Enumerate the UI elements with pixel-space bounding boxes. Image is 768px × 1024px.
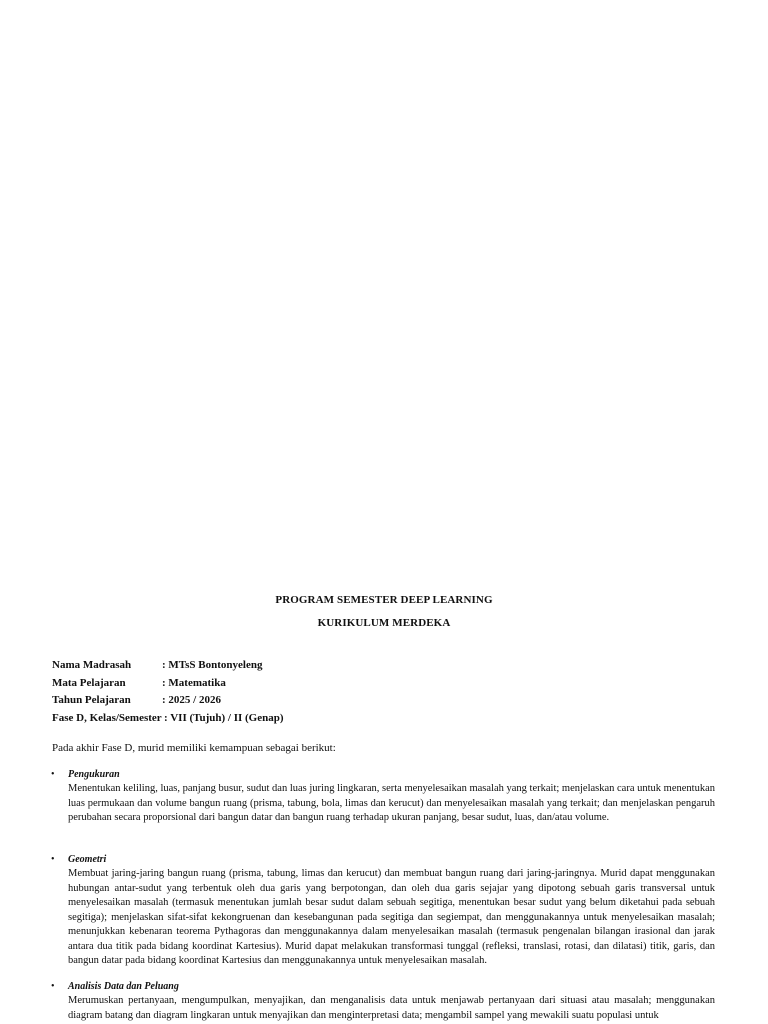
info-value: : Matematika — [162, 676, 226, 689]
section-body: Menentukan keliling, luas, panjang busur, sudut dan luas juring lingkaran, serta menyelesaikan masalah yang terkait; menjelaskan cara untuk menentukan luas permukaan dan volume bangun ruang (prisma, tabung, bola, limas dan kerucut) dan menyelesaikan masalah yang terkait; dan menjelaskan pengaruh perubahan secara proporsional dari bangun datar dan bangun ruang terhadap ukuran panjang, besar sudut, luas, dan/atau volume. — [68, 783, 715, 823]
bullet-icon: • — [51, 981, 55, 992]
document-title: PROGRAM SEMESTER DEEP LEARNING — [275, 594, 493, 606]
section-heading: Geometri — [68, 854, 107, 865]
section-analisis-data — [51, 980, 715, 1023]
document-subtitle: KURIKULUM MERDEKA — [317, 617, 451, 629]
section-pengukuran — [51, 768, 715, 826]
info-value: : 2025 / 2026 — [162, 694, 221, 706]
intro-paragraph: Pada akhir Fase D, murid memiliki kemampuan sebagai berikut: — [52, 742, 336, 754]
section-heading: Pengukuran — [68, 769, 120, 780]
info-label: Nama Madrasah — [52, 659, 132, 671]
info-value: : MTsS Bontonyeleng — [162, 659, 263, 671]
info-label: Tahun Pelajaran — [52, 694, 131, 706]
bullet-icon: • — [51, 854, 55, 865]
section-geometri — [51, 853, 715, 969]
info-label: Mata Pelajaran — [52, 676, 126, 689]
section-heading: Analisis Data dan Peluang — [68, 981, 179, 992]
info-label: Fase D, Kelas/Semester — [52, 711, 162, 724]
bullet-icon: • — [51, 769, 55, 780]
section-body: Membuat jaring-jaring bangun ruang (prisma, tabung, limas dan kerucut) dan membuat bangun ruang dari jaring-jaringnya. Murid dapat menggunakan hubungan antar-sudut yang terbentuk oleh dua garis yang berpotongan, dan oleh dua garis sejajar yang dipotong sebuah garis transversal untuk menyelesaikan masalah (termasuk menentukan jumlah besar sudut dalam sebuah segitiga, menentukan besar sudut yang belum diketahui pada sebuah segitiga); menjelaskan sifat-sifat kekongruenan dan kesebangunan pada segitiga dan segiempat, dan menggunakannya untuk menyelesaikan masalah; menunjukkan kebenaran teorema Pythagoras dan menggunakannya dalam menyelesaikan masalah (termasuk pengenalan bilangan irasional dan jarak antara dua titik pada bidang koordinat Kartesius). Murid dapat melakukan transformasi tunggal (refleksi, translasi, rotasi, dan dilatasi) titik, garis, dan bangun datar pada bidang koordinat Kartesius dan menggunakannya untuk menyelesaikan masalah. — [68, 868, 715, 966]
info-value: : VII (Tujuh) / II (Genap) — [164, 711, 284, 724]
section-body: Merumuskan pertanyaan, mengumpulkan, menyajikan, dan menganalisis data untuk menjawab pertanyaan dari situasi atau masalah; menggunakan diagram batang dan diagram lingkaran untuk menyajikan dan menginterpretasi data; mengambil sampel yang mewakili suatu populasi untuk — [68, 995, 715, 1021]
